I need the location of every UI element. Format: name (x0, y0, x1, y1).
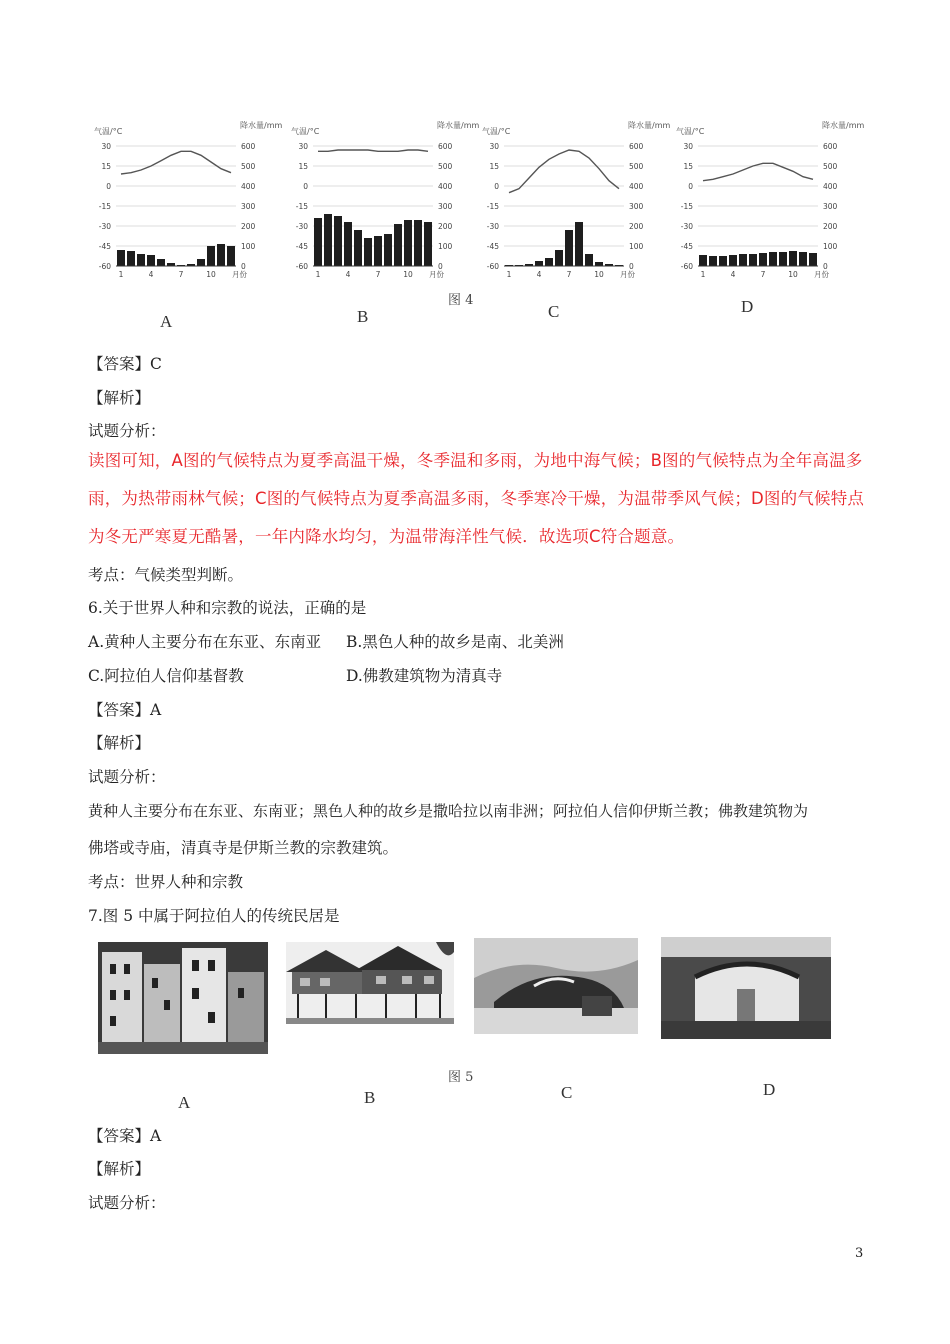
chart-d-temp-tick: 30 (683, 142, 693, 151)
q6-analysis-label: 【解析】 (88, 734, 151, 752)
chart-c-temp-tick: 30 (489, 142, 499, 151)
chart-d-precip-bar (789, 251, 797, 266)
chart-b-month-label: 月份 (429, 270, 444, 279)
chart-b-precip-bar (394, 224, 402, 266)
chart-d-temp-tick: -15 (680, 202, 693, 211)
chart-b-precip-bar (384, 234, 392, 266)
fig5-label-b: B (364, 1088, 376, 1107)
chart-c-x-tick: 10 (594, 270, 604, 279)
chart-c-temp-tick: -45 (486, 242, 499, 251)
chart-a-precip-tick: 500 (241, 162, 256, 171)
chart-c-temp-tick: -15 (486, 202, 499, 211)
chart-d-temp-tick: -60 (680, 262, 693, 271)
fig5-label-a: A (178, 1093, 191, 1112)
fig4-label-d: D (741, 297, 754, 316)
q6-analysis-line-1: 黄种人主要分布在东亚、东南亚；黑色人种的故乡是撒哈拉以南非洲；阿拉伯人信仰伊斯兰教；佛教建筑物为 (88, 802, 809, 820)
chart-a-temp-tick: -60 (98, 262, 111, 271)
q6-question: 6.关于世界人种和宗教的说法，正确的是 (88, 599, 367, 617)
chart-b-temp-tick: 30 (298, 142, 308, 151)
chart-b-precip-tick: 0 (438, 262, 443, 271)
chart-c-temp-tick: -60 (486, 262, 499, 271)
photo-c-tent (474, 938, 638, 1034)
chart-a-temp-line (121, 151, 231, 174)
chart-c-precip-tick: 100 (629, 242, 644, 251)
chart-b-x-tick: 1 (315, 270, 321, 279)
chart-c-precip-bar (585, 254, 593, 266)
chart-b-precip-bar (424, 222, 432, 266)
chart-a-precip-bar (197, 259, 205, 266)
q6-option-a: A.黄种人主要分布在东亚、东南亚 (88, 633, 322, 651)
chart-b-precip-bar (334, 216, 342, 266)
chart-a-temp-tick: -30 (98, 222, 111, 231)
chart-c-precip-bar (595, 262, 603, 266)
q5-answer: 【答案】C (88, 355, 162, 373)
chart-b-precip-bar (324, 214, 332, 266)
chart-b-precip-tick: 300 (438, 202, 453, 211)
chart-d-temp-axis-title: 气温/°C (676, 127, 705, 136)
chart-a-precip-bar (117, 250, 125, 266)
chart-b-precip-tick: 400 (438, 182, 453, 191)
chart-d-precip-tick: 100 (823, 242, 838, 251)
chart-a-precip-tick: 200 (241, 222, 256, 231)
chart-c-precip-bar (565, 230, 573, 266)
chart-a-temp-tick: 0 (106, 182, 111, 191)
q5-analysis-line-2: 雨，为热带雨林气候；C图的气候特点为夏季高温多雨，冬季寒冷干燥，为温带季风气候；D图的气候特点 (88, 489, 865, 508)
fig5-label-c: C (561, 1083, 573, 1102)
chart-d-precip-bar (769, 252, 777, 266)
chart-b-temp-tick: 15 (298, 162, 308, 171)
chart-b-temp-line (318, 150, 428, 151)
chart-c-precip-bar (575, 222, 583, 266)
photo-a-arab-dwelling (98, 942, 268, 1054)
chart-d-x-tick: 7 (760, 270, 766, 279)
chart-a-precip-bar (217, 244, 225, 266)
chart-b-precip-tick: 500 (438, 162, 453, 171)
chart-d-temp-tick: 0 (688, 182, 693, 191)
chart-b-temp-tick: -30 (295, 222, 308, 231)
chart-c-temp-tick: -30 (486, 222, 499, 231)
chart-c-precip-tick: 500 (629, 162, 644, 171)
chart-d-precip-bar (699, 255, 707, 266)
chart-b-precip-axis-title: 降水量/mm (437, 121, 480, 130)
chart-a-precip-axis-title: 降水量/mm (240, 121, 283, 130)
chart-d-precip-bar (749, 254, 757, 266)
q6-analysis-line-2: 佛塔或寺庙，清真寺是伊斯兰教的宗教建筑。 (88, 839, 399, 857)
chart-d-x-tick: 4 (730, 270, 736, 279)
chart-d-precip-bar (709, 256, 717, 266)
chart-b-precip-bar (344, 222, 352, 266)
chart-b-x-tick: 7 (375, 270, 381, 279)
chart-d-month-label: 月份 (814, 270, 829, 279)
chart-b-precip-tick: 200 (438, 222, 453, 231)
chart-c-precip-axis-title: 降水量/mm (628, 121, 671, 130)
chart-d-precip-tick: 300 (823, 202, 838, 211)
chart-a-precip-tick: 600 (241, 142, 256, 151)
chart-c-x-tick: 7 (566, 270, 572, 279)
chart-d-precip-bar (779, 252, 787, 266)
chart-a-precip-bar (147, 255, 155, 266)
chart-d-temp-tick: -30 (680, 222, 693, 231)
chart-b-precip-bar (414, 220, 422, 266)
chart-b-precip-tick: 600 (438, 142, 453, 151)
fig5-caption: 图 5 (448, 1070, 474, 1085)
chart-a-temp-tick: -15 (98, 202, 111, 211)
q5-analysis-line-1: 读图可知，A图的气候特点为夏季高温干燥，冬季温和多雨，为地中海气候；B图的气候特点为全年高温多 (88, 451, 863, 470)
chart-b-temp-tick: -45 (295, 242, 308, 251)
chart-d-precip-tick: 0 (823, 262, 828, 271)
chart-a-x-tick: 10 (206, 270, 216, 279)
chart-b-precip-bar (374, 236, 382, 266)
chart-b-precip-bar (314, 218, 322, 266)
chart-c-precip-bar (555, 250, 563, 266)
chart-a-temp-axis-title: 气温/°C (94, 127, 123, 136)
chart-a-x-tick: 1 (118, 270, 124, 279)
chart-d-precip-bar (739, 254, 747, 266)
chart-d-temp-tick: 15 (683, 162, 693, 171)
q7-analysis-label: 【解析】 (88, 1160, 151, 1178)
chart-c-month-label: 月份 (620, 270, 635, 279)
chart-d-precip-tick: 600 (823, 142, 838, 151)
chart-a-x-tick: 4 (148, 270, 154, 279)
chart-a-temp-tick: -45 (98, 242, 111, 251)
chart-a-month-label: 月份 (232, 270, 247, 279)
chart-d-precip-tick: 500 (823, 162, 838, 171)
q7-question: 7.图 5 中属于阿拉伯人的传统民居是 (88, 907, 340, 925)
chart-a-precip-bar (227, 246, 235, 266)
chart-b-precip-tick: 100 (438, 242, 453, 251)
chart-a-precip-tick: 100 (241, 242, 256, 251)
chart-c-precip-bar (535, 261, 543, 266)
q6-option-b: B.黑色人种的故乡是南、北美洲 (346, 633, 564, 651)
chart-b-precip-bar (354, 230, 362, 266)
chart-b-temp-tick: 0 (303, 182, 308, 191)
chart-d-x-tick: 1 (700, 270, 706, 279)
q6-answer: 【答案】A (88, 701, 162, 719)
chart-c-precip-tick: 400 (629, 182, 644, 191)
fig4-label-b: B (357, 307, 369, 326)
chart-a-precip-bar (207, 246, 215, 266)
q7-analysis-title: 试题分析： (88, 1194, 166, 1212)
chart-a-x-tick: 7 (178, 270, 184, 279)
chart-d-temp-tick: -45 (680, 242, 693, 251)
q7-answer: 【答案】A (88, 1127, 162, 1145)
q6-option-d: D.佛教建筑物为清真寺 (346, 667, 503, 685)
chart-c-precip-tick: 0 (629, 262, 634, 271)
chart-c-precip-tick: 200 (629, 222, 644, 231)
q6-analysis-title: 试题分析： (88, 768, 166, 786)
chart-d-precip-bar (759, 253, 767, 266)
chart-b-precip-bar (364, 238, 372, 266)
chart-a-precip-bar (137, 254, 145, 266)
chart-b-temp-tick: -60 (295, 262, 308, 271)
q6-keypoint: 考点：世界人种和宗教 (88, 873, 244, 891)
chart-d-precip-tick: 400 (823, 182, 838, 191)
chart-c-x-tick: 1 (506, 270, 512, 279)
q5-analysis-label: 【解析】 (88, 389, 151, 407)
chart-c-precip-tick: 300 (629, 202, 644, 211)
chart-d-precip-bar (719, 256, 727, 266)
chart-c-temp-axis-title: 气温/°C (482, 127, 511, 136)
chart-a-precip-bar (157, 259, 165, 266)
chart-d-precip-axis-title: 降水量/mm (822, 121, 865, 130)
chart-a-precip-bar (127, 251, 135, 266)
chart-a-precip-tick: 0 (241, 262, 246, 271)
page-number: 3 (855, 1246, 864, 1261)
q5-analysis-line-3: 为冬无严寒夏无酷暑，一年内降水均匀，为温带海洋性气候．故选项C符合题意。 (88, 527, 685, 546)
chart-c-precip-bar (545, 258, 553, 266)
fig4-label-c: C (548, 302, 560, 321)
chart-b-x-tick: 4 (345, 270, 351, 279)
chart-c-temp-tick: 0 (494, 182, 499, 191)
chart-a-precip-tick: 300 (241, 202, 256, 211)
chart-c-x-tick: 4 (536, 270, 542, 279)
chart-d-precip-bar (729, 255, 737, 266)
chart-d-precip-bar (809, 253, 817, 266)
photo-d-yurt (661, 937, 831, 1039)
chart-a-precip-tick: 400 (241, 182, 256, 191)
fig4-label-a: A (160, 312, 173, 331)
chart-c-precip-tick: 600 (629, 142, 644, 151)
chart-a-temp-tick: 15 (101, 162, 111, 171)
chart-d-precip-bar (799, 252, 807, 266)
fig5-label-d: D (763, 1080, 776, 1099)
fig4-caption: 图 4 (448, 293, 474, 308)
chart-a-temp-tick: 30 (101, 142, 111, 151)
q5-keypoint: 考点：气候类型判断。 (88, 566, 244, 584)
chart-b-temp-axis-title: 气温/°C (291, 127, 320, 136)
chart-b-x-tick: 10 (403, 270, 413, 279)
chart-b-precip-bar (404, 220, 412, 266)
photo-b-stilt-house (286, 942, 454, 1024)
q6-option-c: C.阿拉伯人信仰基督教 (88, 667, 244, 685)
chart-c-temp-tick: 15 (489, 162, 499, 171)
chart-d-x-tick: 10 (788, 270, 798, 279)
q5-analysis-title: 试题分析： (88, 422, 166, 440)
chart-d-precip-tick: 200 (823, 222, 838, 231)
chart-b-temp-tick: -15 (295, 202, 308, 211)
